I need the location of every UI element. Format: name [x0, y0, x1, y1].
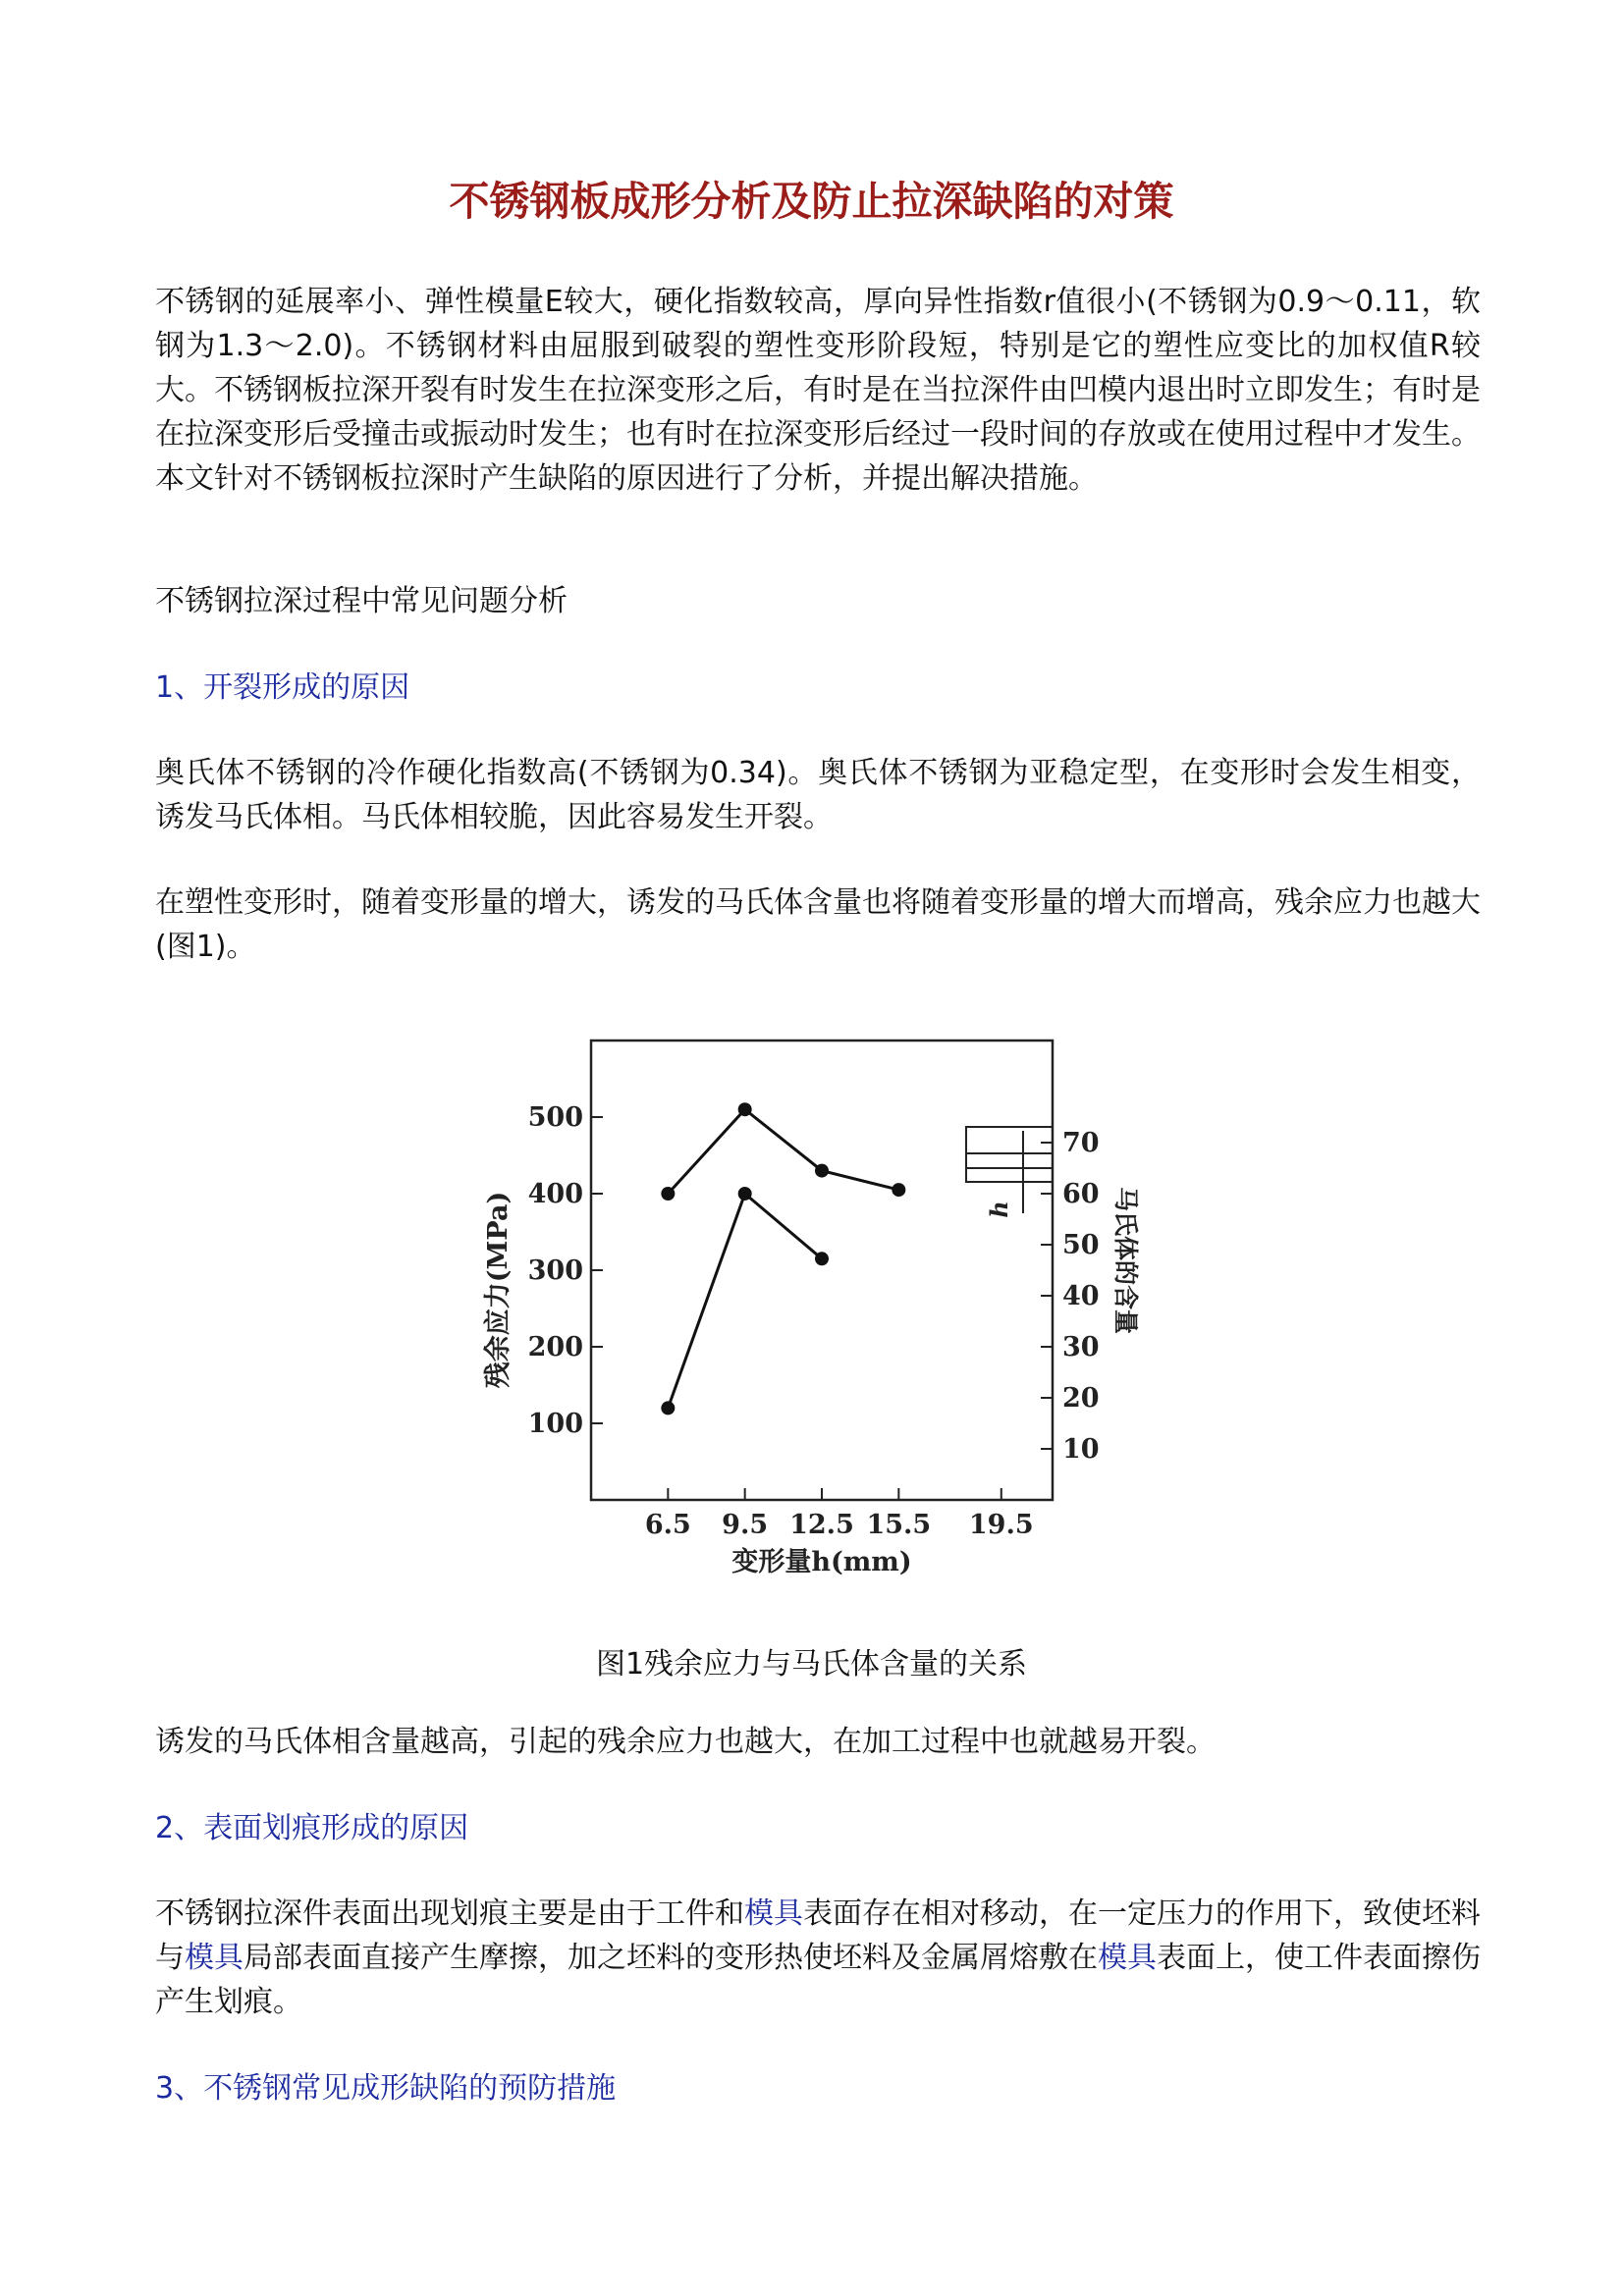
sec2-paragraph	[155, 1892, 1481, 2024]
y2-tick-label: 70	[1062, 1128, 1100, 1158]
sec2-text-c: 局部表面直接产生摩擦，加之坯料的变形热使坯料及金属屑熔敷在	[243, 1941, 1098, 1975]
series-1-point	[661, 1187, 675, 1201]
y2-tick-label: 10	[1062, 1434, 1100, 1465]
section-heading: 不锈钢拉深过程中常见问题分析	[155, 584, 568, 618]
y-tick-label: 400	[527, 1179, 583, 1209]
y-tick-label: 100	[527, 1409, 583, 1439]
document-title: 不锈钢板成形分析及防止拉深缺陷的对策	[449, 178, 1174, 225]
sec2-text-a: 不锈钢拉深件表面出现划痕主要是由于工件和	[155, 1896, 744, 1931]
sec3-heading: 3、不锈钢常见成形缺陷的预防措施	[155, 2071, 617, 2106]
intro-paragraph: 不锈钢的延展率小、弹性模量E较大，硬化指数较高，厚向异性指数r值很小(不锈钢为0.9～0.11，软钢为1.3～2.0)。不锈钢材料由屈服到破裂的塑性变形阶段短，特别是它的塑性应变比的加权值R较大。不锈钢板拉深开裂有时发生在拉深变形之后，有时是在当拉深件由凹模内退出时立即发生；有时是在拉深变形后受撞击或振动时发生；也有时在拉深变形后经过一段时间的存放或在使用过程中才发生。本文针对不锈钢板拉深时产生缺陷的原因进行了分析，并提出解决措施。	[155, 285, 1481, 496]
series-2-line	[668, 1194, 822, 1408]
y-axis-label: 残余应力(MPa)	[483, 1191, 514, 1389]
x-tick-label: 12.5	[789, 1510, 854, 1540]
sec2-heading: 2、表面划痕形成的原因	[155, 1811, 469, 1845]
x-tick-label: 15.5	[866, 1510, 932, 1540]
x-tick-label: 9.5	[722, 1510, 769, 1540]
x-tick-label: 6.5	[644, 1510, 691, 1540]
y-tick-label: 300	[527, 1255, 583, 1286]
y2-tick-label: 60	[1062, 1179, 1100, 1209]
y2-tick-label: 30	[1062, 1332, 1100, 1362]
x-tick-label: 19.5	[968, 1510, 1034, 1540]
figure-caption: 图1残余应力与马氏体含量的关系	[595, 1647, 1028, 1682]
sec2-text-b: 表面存在相对移动，在一定压力的作用下，致使坯料与	[155, 1896, 1481, 1975]
y2-tick-label: 40	[1062, 1281, 1100, 1311]
link-mold-3[interactable]: 模具	[1098, 1941, 1157, 1975]
y-tick-label: 500	[527, 1102, 583, 1133]
sec2-text-d: 表面上，使工件表面擦伤产生划痕。	[155, 1941, 1481, 2019]
sec1-heading: 1、开裂形成的原因	[155, 670, 410, 705]
inset-label: h	[985, 1201, 1013, 1218]
y-tick-label: 200	[527, 1332, 583, 1362]
series-1-point	[815, 1164, 829, 1178]
chart-svg	[461, 1021, 1140, 1590]
y2-axis-label: 马氏体的含量	[1111, 1186, 1140, 1335]
series-1-point	[738, 1102, 752, 1116]
series-2-point	[738, 1187, 752, 1201]
link-mold-1[interactable]: 模具	[744, 1896, 803, 1931]
series-1-line	[668, 1109, 898, 1194]
sec1-paragraph-1: 奥氏体不锈钢的冷作硬化指数高(不锈钢为0.34)。奥氏体不锈钢为亚稳定型，在变形时会发生相变，诱发马氏体相。马氏体相较脆，因此容易发生开裂。	[155, 756, 1481, 834]
sec1-paragraph-3: 诱发的马氏体相含量越高，引起的残余应力也越大，在加工过程中也就越易开裂。	[155, 1725, 1216, 1759]
series-1-point	[892, 1183, 905, 1197]
sec1-paragraph-2: 在塑性变形时，随着变形量的增大，诱发的马氏体含量也将随着变形量的增大而增高，残余应力也越大(图1)。	[155, 885, 1481, 964]
series-2-point	[661, 1401, 675, 1415]
y2-tick-label: 50	[1062, 1230, 1100, 1260]
y2-tick-label: 20	[1062, 1383, 1100, 1414]
figure-1	[461, 1021, 1140, 1590]
plot-frame	[591, 1041, 1053, 1500]
series-2-point	[815, 1252, 829, 1265]
link-mold-2[interactable]: 模具	[185, 1941, 243, 1975]
x-axis-label: 变形量h(mm)	[731, 1547, 912, 1577]
